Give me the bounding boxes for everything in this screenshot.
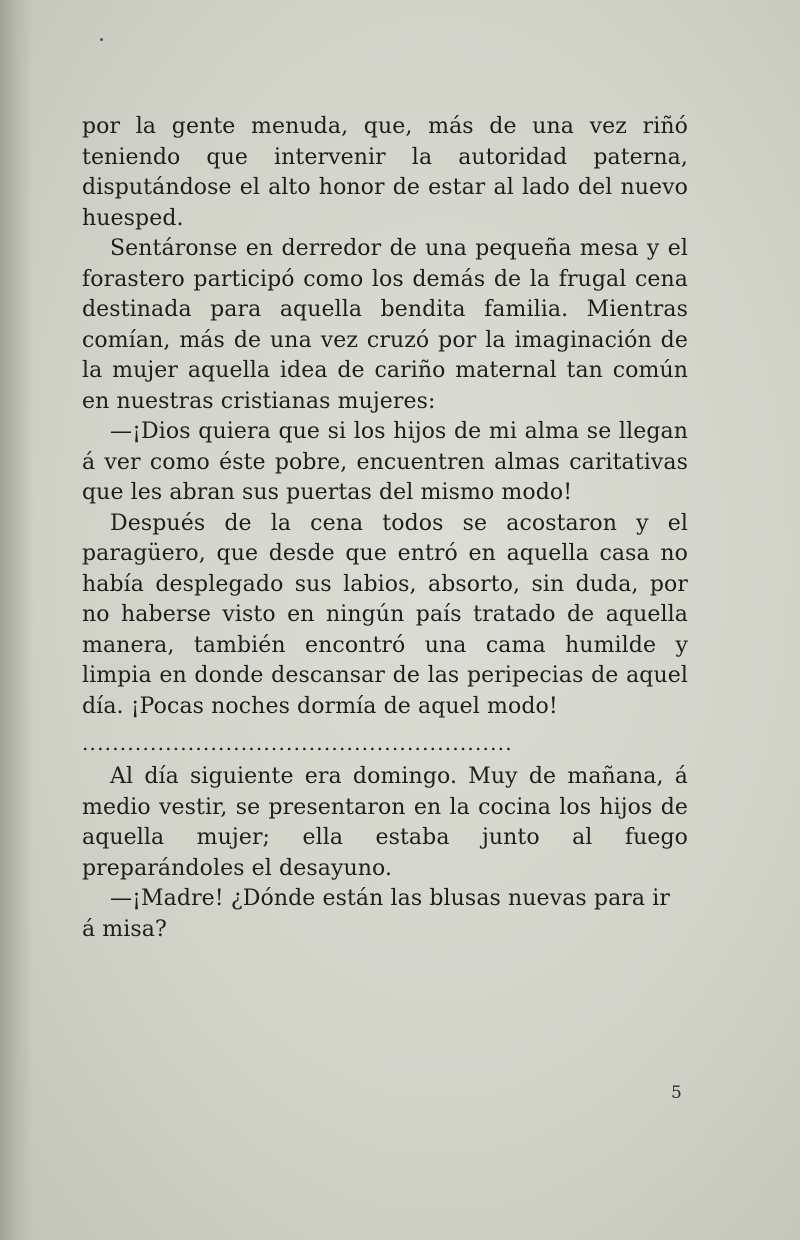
section-separator: ......................................................... (82, 731, 513, 755)
page-number: 5 (671, 1083, 682, 1103)
paragraph-1: por la gente menuda, que, más de una vez riñó teniendo que intervenir la autoridad paterna, disputándose el alto honor de estar al lado del nuevo huesped. (82, 114, 688, 231)
paragraph-2: Sentáronse en derredor de una pequeña mesa y el forastero participó como los demás de la frugal cena destinada para aquella bendita familia. Mientras comían, más de una vez cruzó por la imaginación de la mujer aquella idea de cariño maternal tan común en nuestras cristianas mujeres: (82, 236, 688, 414)
paragraph-4: Después de la cena todos se acostaron y el paragüero, que desde que entró en aquella casa no había desplegado sus labios, absorto, sin duda, por no haberse visto en ningún país tratado de aquella manera, también encontró una cama humilde y limpia en donde descansar de las peripecias de aquel día. ¡Pocas noches dormía de aquel modo! (82, 510, 688, 719)
ink-speck (100, 38, 103, 41)
paragraph-3: —¡Dios quiera que si los hijos de mi alma se llegan á ver como éste pobre, encuentren almas caritativas que les abran sus puertas del mismo modo! (82, 419, 688, 505)
paragraph-5: Al día siguiente era domingo. Muy de mañana, á medio vestir, se presentaron en la cocina los hijos de aquella mujer; ella estaba junto al fuego preparándoles el desayuno. (82, 764, 688, 881)
page-gutter-shadow (0, 0, 34, 1240)
body-text (82, 112, 688, 945)
paragraph-6: —¡Madre! ¿Dónde están las blusas nuevas para ir á misa? (82, 886, 670, 942)
